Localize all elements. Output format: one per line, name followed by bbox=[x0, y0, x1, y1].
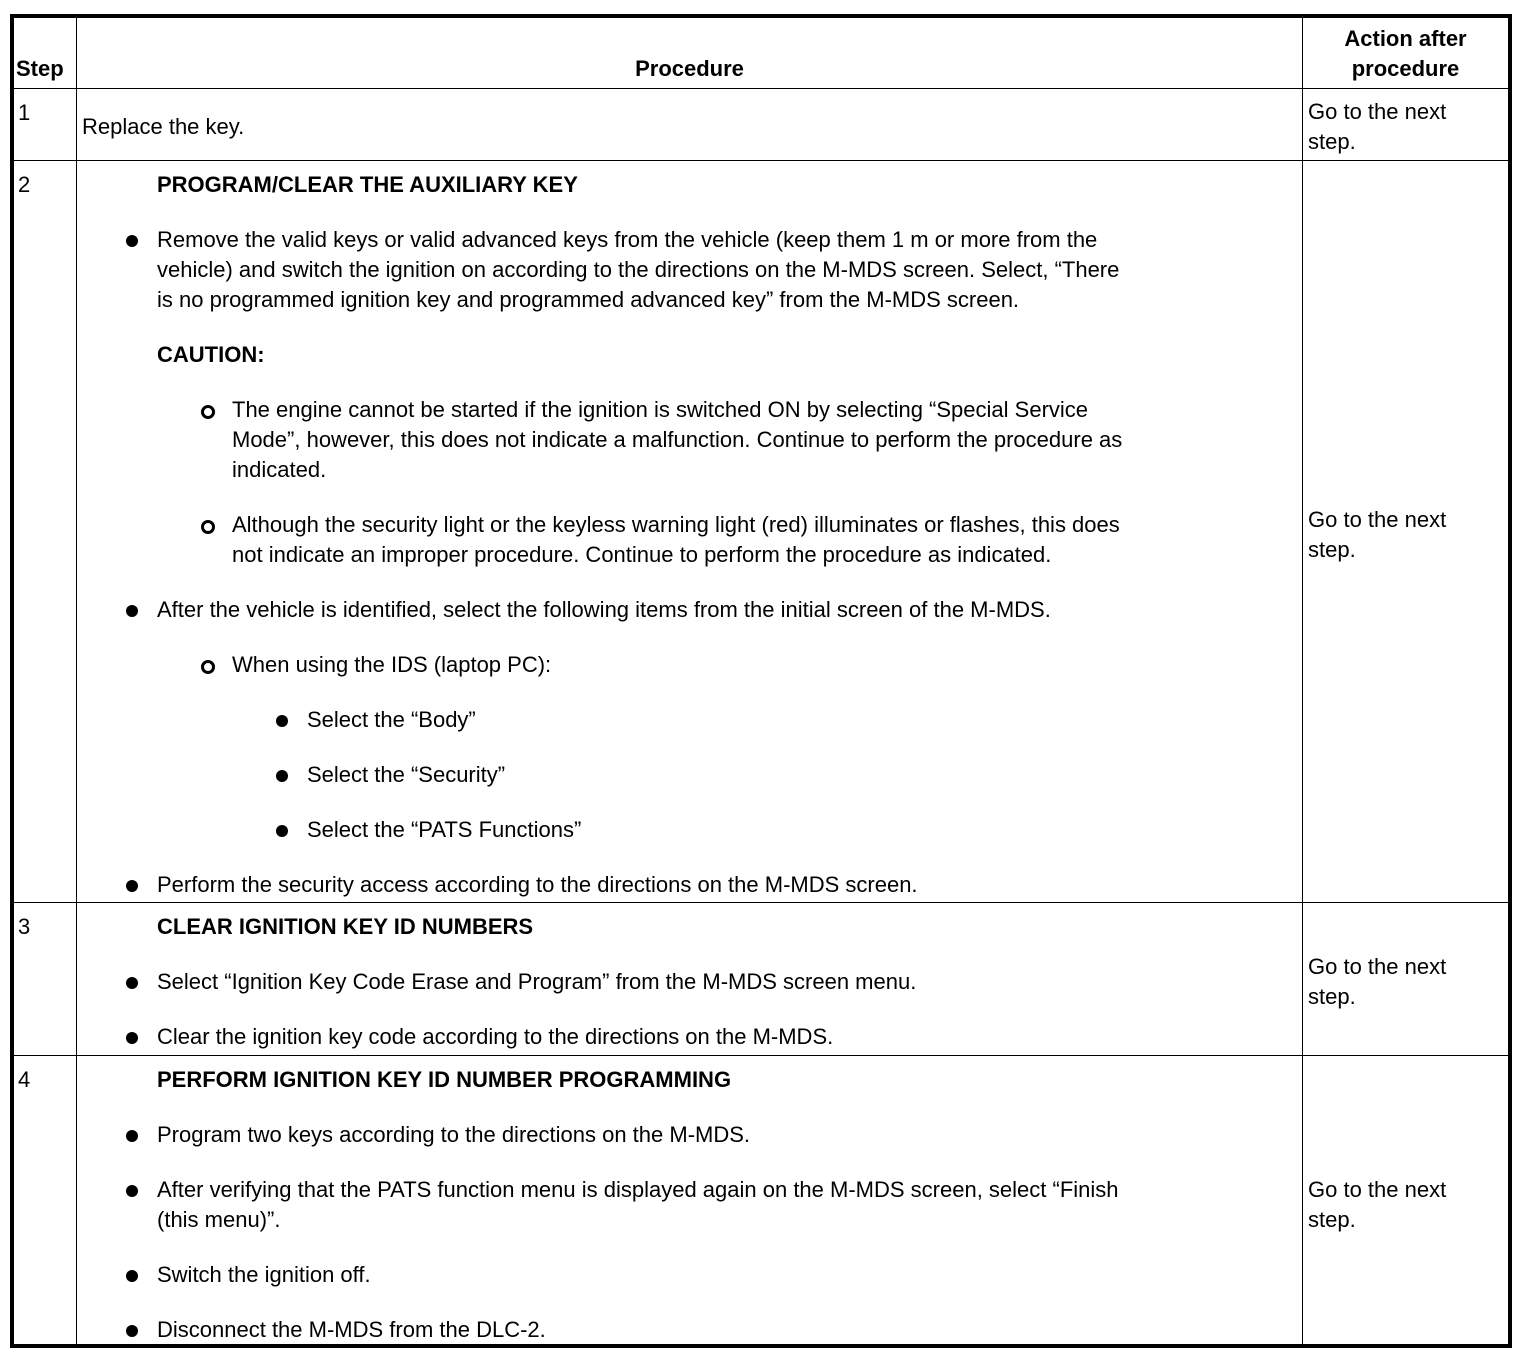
row2-sub-item: When using the IDS (laptop PC): bbox=[232, 652, 552, 677]
hollow-bullet-icon bbox=[201, 660, 215, 674]
bullet-icon bbox=[276, 825, 288, 837]
row1-procedure: Replace the key. bbox=[82, 114, 245, 139]
row4-title: PERFORM IGNITION KEY ID NUMBER PROGRAMMING bbox=[157, 1067, 732, 1092]
bullet-icon bbox=[276, 715, 288, 727]
row2-step-number: 2 bbox=[18, 172, 31, 197]
row3-bullet1: Select “Ignition Key Code Erase and Program” from the M-MDS screen menu. bbox=[157, 969, 917, 994]
row3-title: CLEAR IGNITION KEY ID NUMBERS bbox=[157, 914, 534, 939]
procedure-table bbox=[10, 14, 1512, 1348]
row1-step-number: 1 bbox=[18, 100, 31, 125]
bullet-icon bbox=[126, 1185, 138, 1197]
bullet-icon bbox=[126, 977, 138, 989]
bullet-icon bbox=[126, 235, 138, 247]
row2-sub-sub-item-2: Select the “Security” bbox=[307, 762, 506, 787]
bullet-icon bbox=[126, 1270, 138, 1282]
column-divider-step bbox=[76, 18, 77, 1344]
row2-bullet3: Perform the security access according to the directions on the M-MDS screen. bbox=[157, 872, 918, 897]
row4-action-line1: Go to the next bbox=[1308, 1177, 1447, 1202]
row4-bullet1: Program two keys according to the directions on the M-MDS. bbox=[157, 1122, 751, 1147]
row3-action-line2: step. bbox=[1308, 984, 1356, 1009]
row4-bullet2-line2: (this menu)”. bbox=[157, 1207, 281, 1232]
row2-action-line1: Go to the next bbox=[1308, 507, 1447, 532]
row-divider-2 bbox=[14, 902, 1508, 903]
row2-caution-label: CAUTION: bbox=[157, 342, 265, 367]
row3-bullet2: Clear the ignition key code according to the directions on the M-MDS. bbox=[157, 1024, 834, 1049]
header-step: Step bbox=[16, 56, 64, 81]
row3-step-number: 3 bbox=[18, 914, 31, 939]
row2-title: PROGRAM/CLEAR THE AUXILIARY KEY bbox=[157, 172, 578, 197]
row2-caution1-line2: Mode”, however, this does not indicate a malfunction. Continue to perform the procedure as bbox=[232, 427, 1123, 452]
row2-caution1-line1: The engine cannot be started if the ignition is switched ON by selecting “Special Service bbox=[232, 397, 1089, 422]
row2-bullet1-line2: vehicle) and switch the ignition on according to the directions on the M-MDS screen. Select, “There bbox=[157, 257, 1120, 282]
bullet-icon bbox=[276, 770, 288, 782]
row1-action-line2: step. bbox=[1308, 129, 1356, 154]
row1-action-line1: Go to the next bbox=[1308, 99, 1447, 124]
row-divider-header bbox=[14, 88, 1508, 89]
row2-caution2-line1: Although the security light or the keyless warning light (red) illuminates or flashes, this does bbox=[232, 512, 1120, 537]
row2-sub-sub-item-3: Select the “PATS Functions” bbox=[307, 817, 582, 842]
column-divider-action bbox=[1302, 18, 1303, 1344]
row2-action-line2: step. bbox=[1308, 537, 1356, 562]
row-divider-3 bbox=[14, 1055, 1508, 1056]
bullet-icon bbox=[126, 1130, 138, 1142]
bullet-icon bbox=[126, 1032, 138, 1044]
row2-caution1-line3: indicated. bbox=[232, 457, 327, 482]
row2-caution2-line2: not indicate an improper procedure. Continue to perform the procedure as indicated. bbox=[232, 542, 1052, 567]
bullet-icon bbox=[126, 605, 138, 617]
header-procedure: Procedure bbox=[635, 56, 744, 81]
row4-bullet4: Disconnect the M-MDS from the DLC-2. bbox=[157, 1317, 546, 1342]
row4-action-line2: step. bbox=[1308, 1207, 1356, 1232]
row2-bullet2: After the vehicle is identified, select the following items from the initial screen of the M-MDS. bbox=[157, 597, 1051, 622]
hollow-bullet-icon bbox=[201, 520, 215, 534]
row2-bullet1-line3: is no programmed ignition key and programmed advanced key” from the M-MDS screen. bbox=[157, 287, 1020, 312]
row2-sub-sub-item-1: Select the “Body” bbox=[307, 707, 476, 732]
hollow-bullet-icon bbox=[201, 405, 215, 419]
header-action-line1: Action after bbox=[1344, 26, 1467, 51]
row4-bullet3: Switch the ignition off. bbox=[157, 1262, 371, 1287]
row4-step-number: 4 bbox=[18, 1067, 31, 1092]
row2-bullet1-line1: Remove the valid keys or valid advanced keys from the vehicle (keep them 1 m or more from the bbox=[157, 227, 1098, 252]
row-divider-1 bbox=[14, 160, 1508, 161]
row3-action-line1: Go to the next bbox=[1308, 954, 1447, 979]
bullet-icon bbox=[126, 880, 138, 892]
header-action-line2: procedure bbox=[1351, 56, 1460, 81]
row4-bullet2-line1: After verifying that the PATS function menu is displayed again on the M-MDS screen, select “Finish bbox=[157, 1177, 1119, 1202]
bullet-icon bbox=[126, 1325, 138, 1337]
